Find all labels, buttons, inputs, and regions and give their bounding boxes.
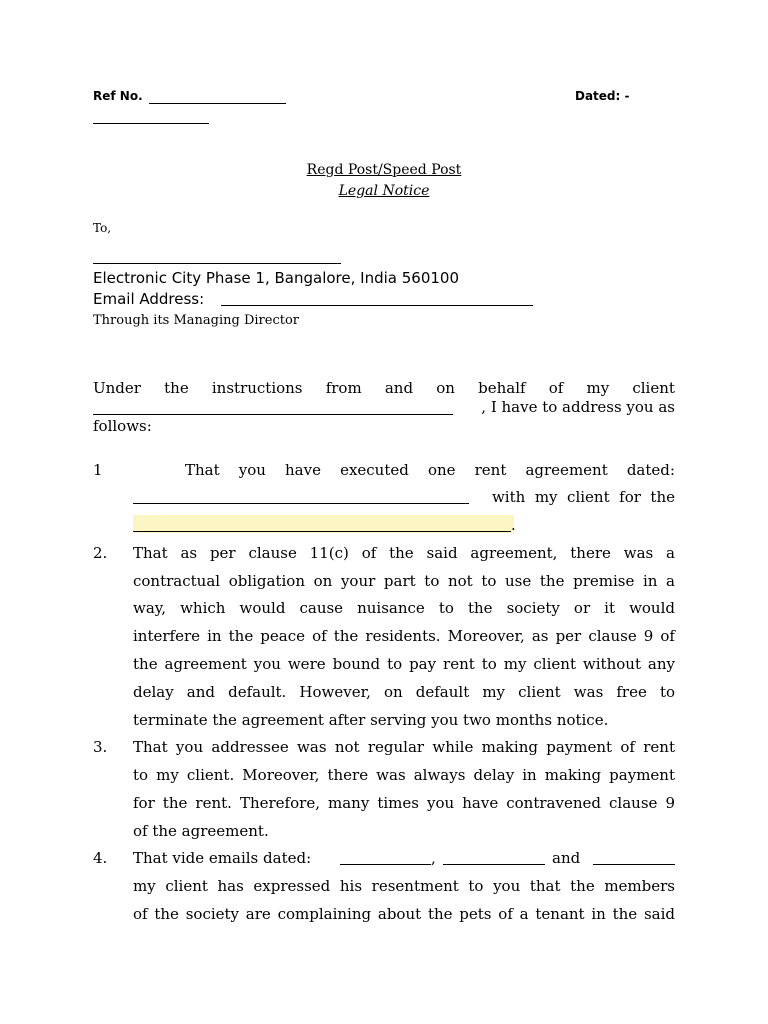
intro-word: the	[164, 379, 189, 397]
email-date-blank-2	[443, 864, 545, 865]
intro-word: from	[325, 379, 362, 397]
point-2-line: terminate the agreement after serving you two months notice.	[133, 711, 609, 729]
point-4-line: my client has expressed his resentment to you that the members	[133, 877, 675, 895]
point-4-comma: ,	[431, 849, 436, 867]
email-date-blank-1	[340, 864, 431, 865]
ref-number-blank	[149, 103, 286, 104]
point-2-line: interfere in the peace of the residents. Moreover, as per clause 9 of	[133, 627, 675, 645]
point-2-line: the agreement you were bound to pay rent to my client without any	[133, 655, 675, 673]
to-label: To,	[93, 221, 112, 235]
email-label: Email Address:	[93, 290, 205, 308]
intro-word: and	[384, 379, 414, 397]
point-4-line-1-start: That vide emails dated:	[133, 849, 312, 867]
dispatch-mode-title: Regd Post/Speed Post	[306, 162, 462, 178]
point-word: That	[185, 461, 220, 479]
point-word: one	[427, 461, 456, 479]
point-3-line: to my client. Moreover, there was always delay in making payment	[133, 766, 675, 784]
point-word: agreement	[525, 461, 608, 479]
intro-word: client	[632, 379, 675, 397]
client-name-blank	[93, 414, 453, 415]
intro-line-2-suffix: , I have to address you as	[481, 398, 675, 416]
point-word: you	[238, 461, 266, 479]
intro-word: instructions	[211, 379, 303, 397]
point-4-and: and	[552, 849, 581, 867]
point-2-line: contractual obligation on your part to not to use the premise in a	[133, 572, 675, 590]
intro-word: of	[548, 379, 564, 397]
ref-number-label: Ref No.	[93, 89, 143, 103]
intro-word: behalf	[478, 379, 526, 397]
point-1-line-1	[185, 461, 675, 479]
point-1-number: 1	[93, 461, 103, 479]
intro-word: on	[436, 379, 455, 397]
dated-label: Dated: -	[575, 89, 630, 103]
point-2-line: delay and default. However, on default my client was free to	[133, 683, 675, 701]
point-word: have	[285, 461, 321, 479]
intro-word: my	[586, 379, 610, 397]
addressee-address: Electronic City Phase 1, Bangalore, India 560100	[93, 269, 459, 287]
point-3-number: 3.	[93, 738, 108, 756]
point-4-line: of the society are complaining about the pets of a tenant in the said	[133, 905, 675, 923]
email-blank	[221, 305, 533, 306]
point-word: executed	[340, 461, 409, 479]
point-2-line: That as per clause 11(c) of the said agreement, there was a	[133, 544, 675, 562]
agreement-date-blank	[133, 503, 469, 504]
point-1-line-2-suffix: with my client for the	[491, 488, 675, 506]
point-3-line: That you addressee was not regular while making payment of rent	[133, 738, 675, 756]
intro-line-3: follows:	[93, 417, 152, 435]
point-3-line: for the rent. Therefore, many times you have contravened clause 9	[133, 794, 675, 812]
point-word: rent	[474, 461, 507, 479]
premise-blank	[133, 531, 511, 532]
point-2-number: 2.	[93, 544, 108, 562]
intro-word: Under	[93, 379, 141, 397]
point-2-line: way, which would cause nuisance to the society or it would	[133, 599, 675, 617]
email-date-blank-3	[593, 864, 675, 865]
legal-notice-title: Legal Notice	[338, 183, 430, 199]
intro-line-1	[93, 379, 675, 397]
point-1-line-3-suffix: .	[511, 516, 516, 534]
date-blank	[93, 123, 209, 124]
addressee-name-blank	[93, 263, 341, 264]
point-4-number: 4.	[93, 849, 108, 867]
point-word: dated:	[626, 461, 675, 479]
point-3-line: of the agreement.	[133, 822, 269, 840]
through-line: Through its Managing Director	[93, 313, 299, 328]
